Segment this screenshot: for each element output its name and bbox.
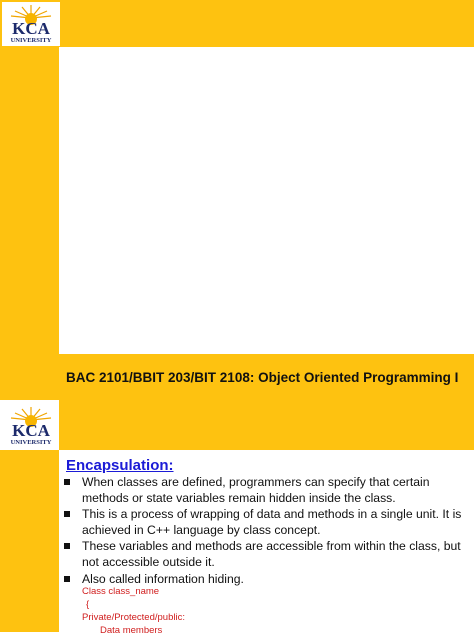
code-line: Private/Protected/public: xyxy=(82,612,185,623)
list-item: These variables and methods are accessible from within the class, but not accessible outside it. xyxy=(64,539,468,570)
svg-text:UNIVERSITY: UNIVERSITY xyxy=(10,37,52,44)
code-line: { xyxy=(86,599,90,610)
svg-text:UNIVERSITY: UNIVERSITY xyxy=(10,439,52,446)
square-bullet-icon xyxy=(64,479,70,485)
kca-university-logo xyxy=(2,2,60,46)
code-snippet xyxy=(82,585,185,637)
course-title: BAC 2101/BBIT 203/BIT 2108: Object Oriented Programming I xyxy=(66,370,459,385)
square-bullet-icon xyxy=(64,576,70,582)
code-line: Data members xyxy=(100,625,163,636)
slide-1-content-area xyxy=(59,47,474,354)
list-item: When classes are defined, programmers can specify that certain methods or state variables remain hidden inside the class. xyxy=(64,475,468,506)
square-bullet-icon xyxy=(64,543,70,549)
svg-text:KCA: KCA xyxy=(12,19,50,38)
side-bar xyxy=(0,450,59,632)
list-item: This is a process of wrapping of data and methods in a single unit. It is achieved in C++ language by class concept. xyxy=(64,507,468,538)
list-item: Also called information hiding. xyxy=(64,572,468,588)
code-line: Class class_name xyxy=(82,586,160,597)
section-heading: Encapsulation: xyxy=(66,457,174,474)
bullet-list xyxy=(64,475,468,588)
slide-2 xyxy=(0,400,474,636)
square-bullet-icon xyxy=(64,511,70,517)
svg-text:KCA: KCA xyxy=(12,421,50,440)
top-bar xyxy=(59,400,474,450)
kca-university-logo xyxy=(2,404,60,448)
